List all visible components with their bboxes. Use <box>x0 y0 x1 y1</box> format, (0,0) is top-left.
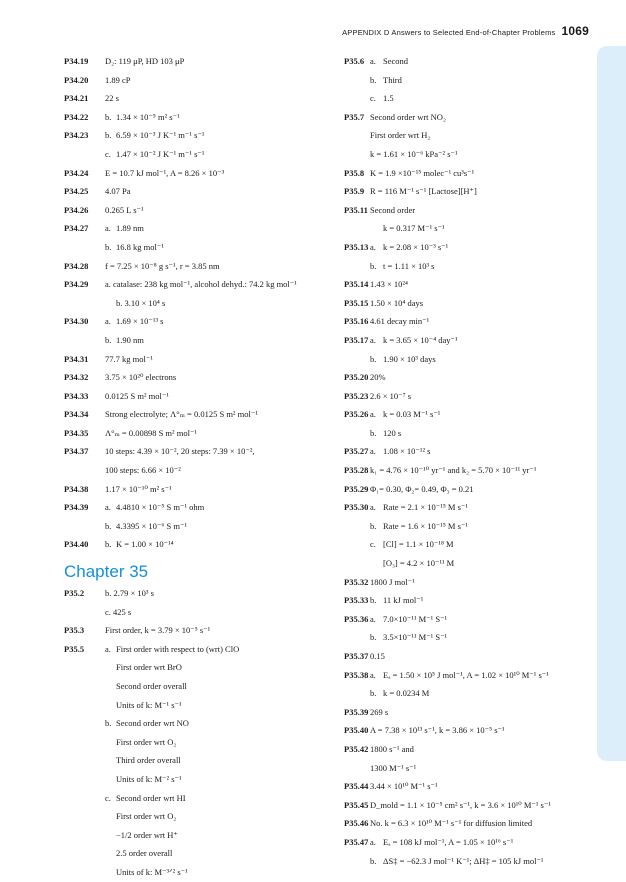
answer-line <box>344 684 594 703</box>
answer-text: c. 425 s <box>105 606 132 617</box>
problem-id: P35.7 <box>344 111 365 122</box>
answer-text: A = 7.38 × 10¹³ s⁻¹, k = 3.86 × 10⁻⁵ s⁻¹ <box>370 725 505 736</box>
answer-line <box>64 257 314 276</box>
part-letter: b. <box>370 688 377 699</box>
answer-line <box>344 610 594 629</box>
problem-id: P34.37 <box>64 446 89 457</box>
answer-line <box>64 461 314 480</box>
answer-line <box>344 368 594 387</box>
answer-line <box>64 52 314 71</box>
answer-text: Second order overall <box>116 681 187 691</box>
answer-line <box>344 535 594 554</box>
part-letter: a. <box>370 56 376 66</box>
problem-id: P35.27 <box>344 446 369 457</box>
answer-line <box>64 145 314 164</box>
problem-id: P35.8 <box>344 167 365 178</box>
answer-text: First order wrt BrO <box>116 662 182 673</box>
part-letter: a. <box>370 446 376 457</box>
answer-text: 4.4810 × 10⁻⁵ S m⁻¹ ohm <box>116 502 205 513</box>
answer-line <box>344 126 594 145</box>
answer-line <box>344 182 594 201</box>
answer-text: 3.75 × 10²⁰ electrons <box>105 372 177 383</box>
problem-id: P35.36 <box>344 613 369 624</box>
part-letter: a. <box>105 643 111 654</box>
answer-line <box>344 777 594 796</box>
answer-line <box>344 703 594 722</box>
answer-line <box>344 294 594 313</box>
part-letter: a. <box>370 669 376 680</box>
answer-line <box>344 219 594 238</box>
answer-line <box>64 387 314 406</box>
answer-line <box>64 603 314 622</box>
answer-line <box>344 275 594 294</box>
answer-line <box>344 573 594 592</box>
problem-id: P35.5 <box>64 643 85 654</box>
answer-text: 1.17 × 10⁻¹⁰ m² s⁻¹ <box>105 483 172 494</box>
part-letter: b. <box>105 334 112 345</box>
answer-line <box>344 517 594 536</box>
problem-id: P34.38 <box>64 483 89 494</box>
answer-text: 1800 J mol⁻¹ <box>370 576 415 587</box>
part-letter: b. <box>370 520 377 531</box>
answer-text: First order wrt H₂ <box>370 130 431 141</box>
problem-id: P34.21 <box>64 93 89 104</box>
answer-line <box>64 621 314 640</box>
part-letter: b. <box>370 353 377 364</box>
answer-line <box>344 796 594 815</box>
answer-text: 7.0×10⁻¹¹ M⁻¹ S⁻¹ <box>383 613 448 624</box>
problem-id: P35.38 <box>344 669 369 680</box>
answer-text: Second order wrt HI <box>116 792 186 803</box>
answer-text: 1.50 × 10⁴ days <box>370 297 424 308</box>
answer-line <box>64 863 314 882</box>
problem-id: P34.31 <box>64 353 89 364</box>
part-letter: b. <box>105 718 112 729</box>
answer-text: k = 3.65 × 10⁻⁴ day⁻¹ <box>383 334 458 345</box>
answer-line <box>64 89 314 108</box>
problem-id: P35.37 <box>344 651 369 661</box>
answer-text: k₁ = 4.76 × 10⁻¹⁰ yr⁻¹ and k₂ = 5.70 × 10⁻¹¹ yr⁻¹ <box>370 465 537 476</box>
answer-line <box>64 350 314 369</box>
problem-id: P34.19 <box>64 56 89 66</box>
part-letter: b. <box>370 427 377 438</box>
problem-id: P35.45 <box>344 799 369 810</box>
problem-id: P35.17 <box>344 334 369 345</box>
answer-text: 11 kJ mol⁻¹ <box>383 595 424 606</box>
answer-line <box>344 814 594 833</box>
answer-text: Units of k: M⁻¹ s⁻¹ <box>116 699 182 710</box>
answer-line <box>64 442 314 461</box>
answer-text: k = 2.08 × 10⁻³ s⁻¹ <box>383 241 449 252</box>
answer-line <box>344 201 594 220</box>
answer-text: 100 steps: 6.66 × 10⁻² <box>105 465 181 476</box>
answer-line <box>344 238 594 257</box>
answer-text: Second order <box>370 204 416 215</box>
answer-line <box>344 257 594 276</box>
answer-line <box>64 331 314 350</box>
problem-id: P35.23 <box>344 390 369 401</box>
part-letter: b. <box>370 260 377 271</box>
problem-id: P35.3 <box>64 625 85 636</box>
side-tab <box>597 46 626 761</box>
answer-text: R = 116 M⁻¹ s⁻¹ [Lactose][H⁺] <box>370 186 477 197</box>
answer-text: 1.69 × 10⁻¹³ s <box>116 316 164 327</box>
problem-id: P34.35 <box>64 427 89 438</box>
problem-id: P34.34 <box>64 409 89 420</box>
answer-text: 4.07 Pa <box>105 186 131 197</box>
answer-line <box>344 52 594 71</box>
problem-id: P35.40 <box>344 725 369 736</box>
answer-text: First order with respect to (wrt) ClO <box>116 643 240 654</box>
answer-line <box>64 405 314 424</box>
part-letter: a. <box>370 334 376 345</box>
answer-text: k = 1.61 × 10⁻⁶ kPa⁻² s⁻¹ <box>370 148 458 159</box>
problem-id: P35.46 <box>344 818 369 829</box>
answer-text: ΔS‡ = −62.3 J mol⁻¹ K⁻¹; ΔH‡ = 105 kJ mol⁻¹ <box>383 855 544 866</box>
answer-text: 1.89 nm <box>116 223 144 234</box>
problem-id: P35.32 <box>344 576 369 587</box>
answer-line <box>64 733 314 752</box>
answer-line <box>64 826 314 845</box>
answer-text: b. 3.10 × 10⁴ s <box>116 297 166 308</box>
answer-line <box>344 405 594 424</box>
answer-text: k = 0.317 M⁻¹ s⁻¹ <box>383 223 445 234</box>
answer-text: 77.7 kg mol⁻¹ <box>105 353 153 364</box>
answer-text: b. 2.79 × 10³ s <box>105 588 154 599</box>
answer-line <box>344 331 594 350</box>
part-letter: a. <box>370 241 376 252</box>
answer-text: 0.0125 S m² mol⁻¹ <box>105 390 169 401</box>
answer-text: 1.47 × 10⁻² J K⁻¹ m⁻¹ s⁻¹ <box>116 148 205 159</box>
answer-text: 6.59 × 10⁻³ J K⁻¹ m⁻¹ s⁻¹ <box>116 130 205 141</box>
part-letter: b. <box>370 632 377 643</box>
answer-line <box>64 275 314 294</box>
answer-line <box>64 219 314 238</box>
answer-line <box>344 350 594 369</box>
problem-id: P35.28 <box>344 465 369 476</box>
answer-text: 1.89 cP <box>105 74 131 85</box>
answer-text: 2.6 × 10⁻⁷ s <box>370 390 412 401</box>
answer-line <box>64 424 314 443</box>
answer-text: 120 s <box>383 427 402 438</box>
answer-line <box>64 312 314 331</box>
answer-text: Eₐ = 108 kJ mol⁻¹, A = 1.05 × 10¹⁶ s⁻¹ <box>383 836 514 847</box>
answer-line <box>344 852 594 871</box>
answer-line <box>64 294 314 313</box>
right-column <box>344 52 594 870</box>
answer-text: 22 s <box>105 93 119 104</box>
answer-text: Rate = 1.6 × 10⁻¹⁵ M s⁻¹ <box>383 520 468 531</box>
answer-text: 0.15 <box>370 651 385 661</box>
part-letter: a. <box>370 409 376 420</box>
problem-id: P35.33 <box>344 595 369 606</box>
answer-line <box>344 145 594 164</box>
problem-id: P35.42 <box>344 743 369 754</box>
answer-line <box>344 721 594 740</box>
answer-line <box>64 658 314 677</box>
part-letter: a. <box>370 613 376 624</box>
answer-text: D_mold = 1.1 × 10⁻⁵ cm² s⁻¹, k = 3.6 × 10¹⁰ M⁻¹ s⁻¹ <box>370 799 551 810</box>
answer-line <box>64 770 314 789</box>
running-head: APPENDIX D Answers to Selected End-of-Chapter Problems <box>342 28 556 37</box>
answer-text: f = 7.25 × 10⁻⁸ g s⁻¹, r = 3.85 nm <box>105 260 220 271</box>
answer-text: 3.5×10⁻¹¹ M⁻¹ S⁻¹ <box>383 632 448 643</box>
part-letter: c. <box>105 792 111 803</box>
problem-id: P34.25 <box>64 186 89 197</box>
answer-text: No. k = 6.3 × 10¹⁰ M⁻¹ s⁻¹ for diffusion limited <box>370 818 533 829</box>
part-letter: b. <box>370 74 377 85</box>
problem-id: P35.15 <box>344 297 369 308</box>
answer-line <box>64 108 314 127</box>
answer-text: Second <box>383 56 409 66</box>
problem-id: P34.24 <box>64 167 89 178</box>
answer-text: 1.43 × 10²⁴ <box>370 279 408 290</box>
problem-id: P34.40 <box>64 539 89 550</box>
answer-line <box>64 807 314 826</box>
problem-id: P35.20 <box>344 372 369 383</box>
problem-id: P34.32 <box>64 372 89 383</box>
answer-line <box>344 424 594 443</box>
part-letter: b. <box>105 520 112 531</box>
answer-line <box>64 238 314 257</box>
answer-text: 1.90 nm <box>116 334 144 345</box>
problem-id: P35.14 <box>344 279 369 290</box>
answer-line <box>64 498 314 517</box>
answer-text: K = 1.9 ×10⁻¹⁵ molec⁻¹ cu³s⁻¹ <box>370 167 475 178</box>
answer-line <box>344 461 594 480</box>
part-letter: a. <box>370 836 376 847</box>
problem-id: P35.39 <box>344 706 369 717</box>
problem-id: P34.27 <box>64 223 89 234</box>
part-letter: b. <box>105 111 112 122</box>
part-letter: c. <box>105 148 111 159</box>
problem-id: P34.30 <box>64 316 89 327</box>
answer-text: E = 10.7 kJ mol⁻¹, A = 8.26 × 10⁻³ <box>105 167 225 178</box>
part-letter: c. <box>370 93 376 104</box>
answer-text: 1800 s⁻¹ and <box>370 743 414 754</box>
answer-line <box>344 740 594 759</box>
answer-text: [Cl] = 1.1 × 10⁻¹⁸ M <box>383 539 454 550</box>
answer-line <box>344 164 594 183</box>
answer-text: 4.3395 × 10⁻⁶ S m⁻¹ <box>116 520 187 531</box>
problem-id: P34.23 <box>64 130 89 141</box>
answer-text: 0.265 L s⁻¹ <box>105 204 144 215</box>
answer-text: k = 0.03 M⁻¹ s⁻¹ <box>383 409 441 420</box>
answer-text: Strong electrolyte; Λ°ₘ = 0.0125 S m² mol⁻¹ <box>105 409 258 420</box>
answer-line <box>344 554 594 573</box>
answer-text: First order wrt O₂ <box>116 811 177 822</box>
answer-text: k = 0.0234 M <box>383 688 430 699</box>
answer-line <box>64 640 314 659</box>
answer-text: First order wrt O₂ <box>116 736 177 747</box>
answer-line <box>344 387 594 406</box>
part-letter: b. <box>370 855 377 866</box>
part-letter: b. <box>105 130 112 141</box>
answer-line <box>64 751 314 770</box>
answer-text: −1/2 order wrt H⁺ <box>116 829 178 840</box>
answer-text: Third order overall <box>116 755 181 766</box>
part-letter: a. <box>370 502 376 513</box>
answer-line <box>344 628 594 647</box>
answer-text: Units of k: M⁻³ᐟ² s⁻¹ <box>116 866 188 877</box>
problem-id: P34.22 <box>64 111 89 122</box>
answer-line <box>344 759 594 778</box>
answer-line <box>344 666 594 685</box>
answer-line <box>344 480 594 499</box>
answer-line <box>64 677 314 696</box>
problem-id: P34.26 <box>64 204 89 215</box>
answer-text: First order, k = 3.79 × 10⁻⁵ s⁻¹ <box>105 625 211 636</box>
answer-line <box>344 442 594 461</box>
answer-text: t = 1.11 × 10³ s <box>383 260 435 271</box>
answer-line <box>64 789 314 808</box>
answer-line <box>344 647 594 666</box>
answer-line <box>64 368 314 387</box>
answer-line <box>344 591 594 610</box>
answer-text: Second order wrt NO₂ <box>370 111 446 122</box>
page-number: 1069 <box>561 24 589 38</box>
answer-text: Rate = 2.1 × 10⁻¹⁵ M s⁻¹ <box>383 502 468 513</box>
answer-line <box>344 71 594 90</box>
answer-line <box>344 89 594 108</box>
answer-text: 10 steps: 4.39 × 10⁻², 20 steps: 7.39 × 10⁻², <box>105 446 255 457</box>
answer-line <box>344 833 594 852</box>
answer-line <box>64 71 314 90</box>
answer-text: Φ₁= 0.30, Φ₂= 0.49, Φ₃ = 0.21 <box>370 483 474 494</box>
answer-line <box>64 182 314 201</box>
answer-text: 4.61 decay min⁻¹ <box>370 316 430 327</box>
problem-id: P35.9 <box>344 186 365 197</box>
problem-id: P34.39 <box>64 502 89 513</box>
part-letter: a. <box>105 316 111 327</box>
part-letter: a. <box>105 223 111 234</box>
part-letter: c. <box>370 539 376 550</box>
answer-text: Units of k: M⁻² s⁻¹ <box>116 773 182 784</box>
answer-text: D₂: 119 μP, HD 103 μP <box>105 56 185 66</box>
answer-text: 20% <box>370 372 386 383</box>
part-letter: b. <box>105 241 112 252</box>
problem-id: P35.44 <box>344 781 369 792</box>
answer-text: 1.90 × 10³ days <box>383 353 436 364</box>
chapter-heading: Chapter 35 <box>64 562 149 582</box>
answer-text: 1300 M⁻¹ s⁻¹ <box>370 762 417 773</box>
problem-id: P34.29 <box>64 279 89 290</box>
answer-line <box>64 126 314 145</box>
answer-line <box>64 696 314 715</box>
answer-line <box>64 480 314 499</box>
answer-text: 269 s <box>370 706 389 717</box>
answer-line <box>64 164 314 183</box>
answer-text: 1.5 <box>383 93 394 104</box>
answer-text: [O₃] = 4.2 × 10⁻¹¹ M <box>383 558 455 569</box>
page-header <box>342 24 589 38</box>
answer-line <box>64 201 314 220</box>
problem-id: P35.30 <box>344 502 369 513</box>
answer-text: 16.8 kg mol⁻¹ <box>116 241 164 252</box>
answer-line <box>344 108 594 127</box>
problem-id: P35.16 <box>344 316 369 327</box>
answer-line <box>344 312 594 331</box>
problem-id: P34.20 <box>64 74 89 85</box>
answer-text: 2.5 order overall <box>116 848 173 859</box>
answer-text: Eₐ = 1.50 × 10⁵ J mol⁻¹, A = 1.02 × 10¹⁰ M⁻¹ s⁻¹ <box>383 669 549 680</box>
answer-text: Third <box>383 74 402 85</box>
answer-text: K = 1.00 × 10⁻¹⁴ <box>116 539 174 550</box>
answer-text: a. catalase: 238 kg mol⁻¹, alcohol dehyd.: 74.2 kg mol⁻¹ <box>105 279 297 290</box>
part-letter: b. <box>105 539 112 550</box>
problem-id: P35.2 <box>64 588 85 599</box>
part-letter: b. <box>370 595 377 606</box>
answer-text: 1.08 × 10⁻¹² s <box>383 446 431 457</box>
part-letter: a. <box>105 502 111 513</box>
answer-text: Λ°ₘ = 0.00898 S m² mol⁻¹ <box>105 427 197 438</box>
answer-line <box>64 517 314 536</box>
problem-id: P35.11 <box>344 204 368 215</box>
answer-line <box>64 844 314 863</box>
problem-id: P34.28 <box>64 260 89 271</box>
problem-id: P35.13 <box>344 241 369 252</box>
answer-line <box>64 584 314 603</box>
left-column <box>64 52 314 882</box>
answer-text: 1.34 × 10⁻⁵ m² s⁻¹ <box>116 111 180 122</box>
problem-id: P34.33 <box>64 390 89 401</box>
problem-id: P35.47 <box>344 836 369 847</box>
problem-id: P35.29 <box>344 483 369 494</box>
answer-line <box>344 498 594 517</box>
answer-text: Second order wrt NO <box>116 718 189 729</box>
answer-text: 3.44 × 10¹⁰ M⁻¹ s⁻¹ <box>370 781 438 792</box>
answer-line <box>64 535 314 554</box>
answer-line <box>64 714 314 733</box>
problem-id: P35.26 <box>344 409 369 420</box>
problem-id: P35.6 <box>344 56 365 66</box>
